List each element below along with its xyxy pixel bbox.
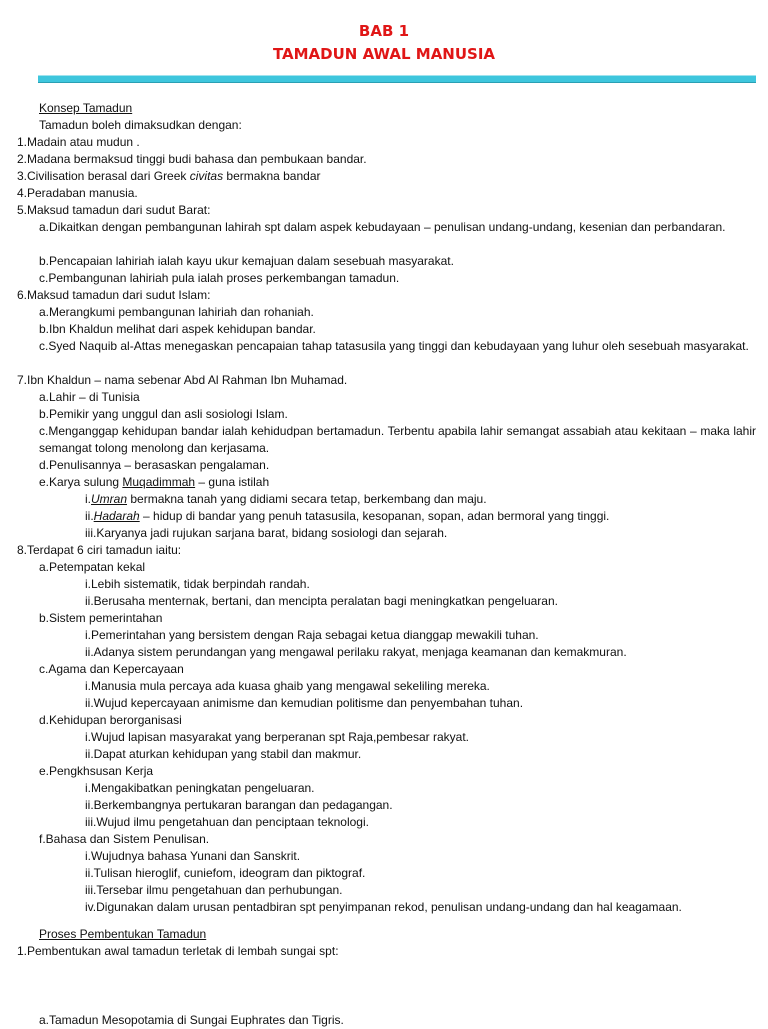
point-7b: b.Pemikir yang unggul dan asli sosiologi Islam. xyxy=(39,407,288,421)
point-8c: c.Agama dan Kepercayaan xyxy=(39,662,184,676)
point-7e-ii-text: – hidup di bandar yang penuh tatasusila, kesopanan, sopan, adan bermoral yang tinggi. xyxy=(139,509,610,523)
point-8e: e.Pengkhsusan Kerja xyxy=(39,764,154,778)
point-8a-i: i.Lebih sistematik, tidak berpindah randah. xyxy=(85,577,310,591)
point-7e xyxy=(39,474,269,491)
point-8a: a.Petempatan kekal xyxy=(39,560,146,574)
point-7e-text: e.Karya sulung xyxy=(39,475,123,489)
point-7e-i-term: Umran xyxy=(91,492,128,506)
chapter-title: TAMADUN AWAL MANUSIA xyxy=(272,45,496,63)
point-6b: b.Ibn Khaldun melihat dari aspek kehidupan bandar. xyxy=(39,322,316,336)
point-8a-ii: ii.Berusaha menternak, bertani, dan mencipta peralatan bagi meningkatkan pengeluaran. xyxy=(85,594,558,608)
point-5a: a.Dikaitkan dengan pembangunan lahirah spt dalam aspek kebudayaan – penulisan undang-undang, kesenian dan perbandaran. xyxy=(39,220,726,234)
point-8d-ii: ii.Dapat aturkan kehidupan yang stabil dan makmur. xyxy=(85,747,362,761)
point-8c-i: i.Manusia mula percaya ada kuasa ghaib yang mengawal sekeliling mereka. xyxy=(85,679,490,693)
point-4: 4.Peradaban manusia. xyxy=(17,186,138,200)
point-7a: a.Lahir – di Tunisia xyxy=(39,390,140,404)
point-5c: c.Pembangunan lahiriah pula ialah proses perkembangan tamadun. xyxy=(39,271,400,285)
point-5b: b.Pencapaian lahiriah ialah kayu ukur kemajuan dalam sesebuah masyarakat. xyxy=(39,254,454,268)
point-8d: d.Kehidupan berorganisasi xyxy=(39,713,182,727)
point-7d: d.Penulisannya – berasaskan pengalaman. xyxy=(39,458,270,472)
point-7e-i-num: i. xyxy=(85,492,91,506)
point-3-term: civitas xyxy=(189,169,224,183)
point-8c-ii: ii.Wujud kepercayaan animisme dan kemudian politisme dan penyembahan tuhan. xyxy=(85,696,524,710)
point-7e-iii: iii.Karyanya jadi rujukan sarjana barat, bidang sosiologi dan sejarah. xyxy=(85,526,448,540)
point-5: 5.Maksud tamadun dari sudut Barat: xyxy=(17,203,211,217)
intro-line: Tamadun boleh dimaksudkan dengan: xyxy=(39,118,242,132)
point-7e-book: Muqadimmah xyxy=(122,475,196,489)
point-7e-ii xyxy=(85,508,609,525)
point-1: 1.Madain atau mudun . xyxy=(17,135,140,149)
section-heading-konsep: Konsep Tamadun xyxy=(39,101,133,115)
chapter-number: BAB 1 xyxy=(358,22,410,40)
point-7c: c.Menganggap kehidupan bandar ialah kehidudpan bertamadun. Terbentu apabila lahir semangat assabiah atau kekitaan – maka lahir semangat tolong menolong dan kerjasama. xyxy=(39,424,756,455)
point-8d-i: i.Wujud lapisan masyarakat yang berperanan spt Raja,pembesar rakyat. xyxy=(85,730,469,744)
proses-point-1a: a.Tamadun Mesopotamia di Sungai Euphrates dan Tigris. xyxy=(39,1013,344,1027)
point-7e-i xyxy=(85,491,487,508)
point-7: 7.Ibn Khaldun – nama sebenar Abd Al Rahman Ibn Muhamad. xyxy=(17,373,348,387)
title-divider xyxy=(38,75,756,83)
point-6: 6.Maksud tamadun dari sudut Islam: xyxy=(17,288,211,302)
point-8b-ii: ii.Adanya sistem perundangan yang mengawal perilaku rakyat, menjaga keamanan dan kemakmuran. xyxy=(85,645,627,659)
point-7e-ii-term: Hadarah xyxy=(93,509,140,523)
point-8: 8.Terdapat 6 ciri tamadun iaitu: xyxy=(17,543,182,557)
point-7e-i-text: bermakna tanah yang didiami secara tetap, berkembang dan maju. xyxy=(127,492,487,506)
point-6a: a.Merangkumi pembangunan lahiriah dan rohaniah. xyxy=(39,305,314,319)
point-8b: b.Sistem pemerintahan xyxy=(39,611,163,625)
point-3-text: 3.Civilisation berasal dari Greek xyxy=(17,169,190,183)
point-8e-ii: ii.Berkembangnya pertukaran barangan dan pedagangan. xyxy=(85,798,393,812)
point-8f: f.Bahasa dan Sistem Penulisan. xyxy=(39,832,210,846)
point-7e-rest: – guna istilah xyxy=(195,475,270,489)
point-8f-iv: iv.Digunakan dalam urusan pentadbiran spt penyimpanan rekod, penulisan undang-undang dan hal keagamaan. xyxy=(85,900,682,914)
point-3-rest: bermakna bandar xyxy=(223,169,321,183)
point-8f-i: i.Wujudnya bahasa Yunani dan Sanskrit. xyxy=(85,849,301,863)
point-3 xyxy=(17,168,321,185)
point-8e-i: i.Mengakibatkan peningkatan pengeluaran. xyxy=(85,781,315,795)
point-6c: c.Syed Naquib al-Attas menegaskan pencapaian tahap tatasusila yang tinggi dan kebudayaan yang luhur oleh sesebuah masyarakat. xyxy=(39,339,749,353)
point-8b-i: i.Pemerintahan yang bersistem dengan Raja sebagai ketua dianggap mewakili tuhan. xyxy=(85,628,539,642)
proses-point-1: 1.Pembentukan awal tamadun terletak di lembah sungai spt: xyxy=(17,944,339,958)
point-8f-iii: iii.Tersebar ilmu pengetahuan dan perhubungan. xyxy=(85,883,343,897)
point-7e-ii-num: ii. xyxy=(85,509,94,523)
point-8f-ii: ii.Tulisan hieroglif, cuniefom, ideogram dan piktograf. xyxy=(85,866,366,880)
point-2: 2.Madana bermaksud tinggi budi bahasa dan pembukaan bandar. xyxy=(17,152,367,166)
point-8e-iii: iii.Wujud ilmu pengetahuan dan penciptaan teknologi. xyxy=(85,815,369,829)
section-heading-proses: Proses Pembentukan Tamadun xyxy=(39,927,207,941)
